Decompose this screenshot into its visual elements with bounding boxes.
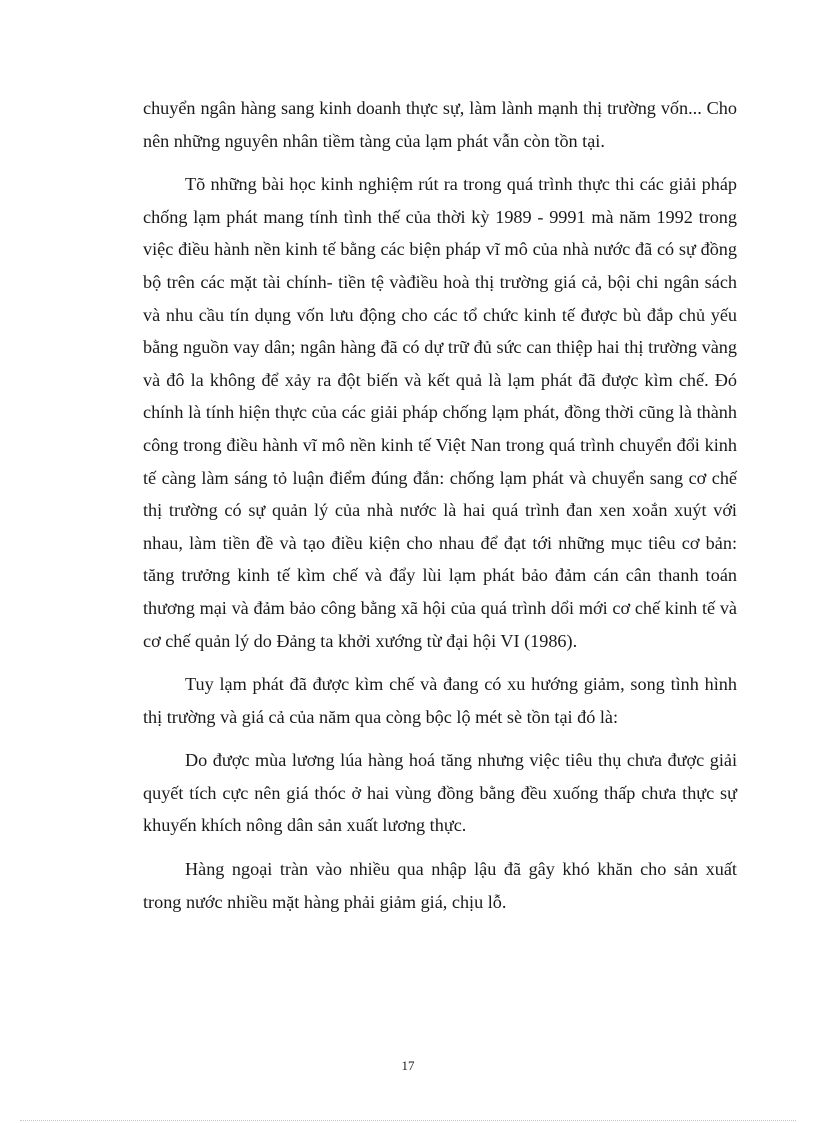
paragraph: Tuy lạm phát đã được kìm chế và đang có xu hướng giảm, song tình hình thị trường và giá cả của năm qua còng bộc lộ mét sè tồn tại đó là: xyxy=(143,674,737,727)
body-text xyxy=(143,92,737,929)
paragraph: Do được mùa lương lúa hàng hoá tăng nhưng việc tiêu thụ chưa được giải quyết tích cực nên giá thóc ở hai vùng đồng bằng đều xuống thấp chưa thực sự khuyến khích nông dân sản xuất lương thực. xyxy=(143,750,737,836)
page-number: 17 xyxy=(401,1058,415,1073)
footer-divider xyxy=(20,1120,796,1121)
paragraph: Hàng ngoại tràn vào nhiều qua nhập lậu đã gây khó khăn cho sản xuất trong nước nhiều mặt hàng phải giảm giá, chịu lỗ. xyxy=(143,859,737,912)
paragraph-continued: chuyển ngân hàng sang kinh doanh thực sự, làm lành mạnh thị trường vốn... Cho nên những nguyên nhân tiềm tàng của lạm phát vẫn còn tồn tại. xyxy=(143,98,737,151)
paragraph: Tõ những bài học kinh nghiệm rút ra trong quá trình thực thi các giải pháp chống lạm phát mang tính tình thế của thời kỳ 1989 - 9991 mà năm 1992 trong việc điều hành nền kinh tế bằng các biện pháp vĩ mô của nhà nước đã có sự đồng bộ trên các mặt tài chính- tiền tệ vàđiều hoà thị trường giá cả, bội chi ngân sách và nhu cầu tín dụng vốn lưu động cho các tổ chức kinh tế được bù đắp chủ yếu bằng nguồn vay dân; ngân hàng đã có dự trữ đủ sức can thiệp hai thị trường vàng và đô la không để xảy ra đột biến và kết quả là lạm phát đã được kìm chế. Đó chính là tính hiện thực của các giải pháp chống lạm phát, đồng thời cũng là thành công trong điều hành vĩ mô nền kinh tế Việt Nan trong quá trình chuyển đổi kinh tế càng làm sáng tỏ luận điểm đúng đắn: chống lạm phát và chuyển sang cơ chế thị trường có sự quản lý của nhà nước là hai quá trình đan xen xoắn xuýt với nhau, làm tiền đề và tạo điều kiện cho nhau để đạt tới những mục tiêu cơ bản: tăng trưởng kinh tế kìm chế và đẩy lùi lạm phát bảo đảm cán cân thanh toán thương mại và đảm bảo công bằng xã hội của quá trình dổi mới cơ chế kinh tế và cơ chế quản lý do Đảng ta khởi xướng từ đại hội VI (1986). xyxy=(143,174,737,651)
